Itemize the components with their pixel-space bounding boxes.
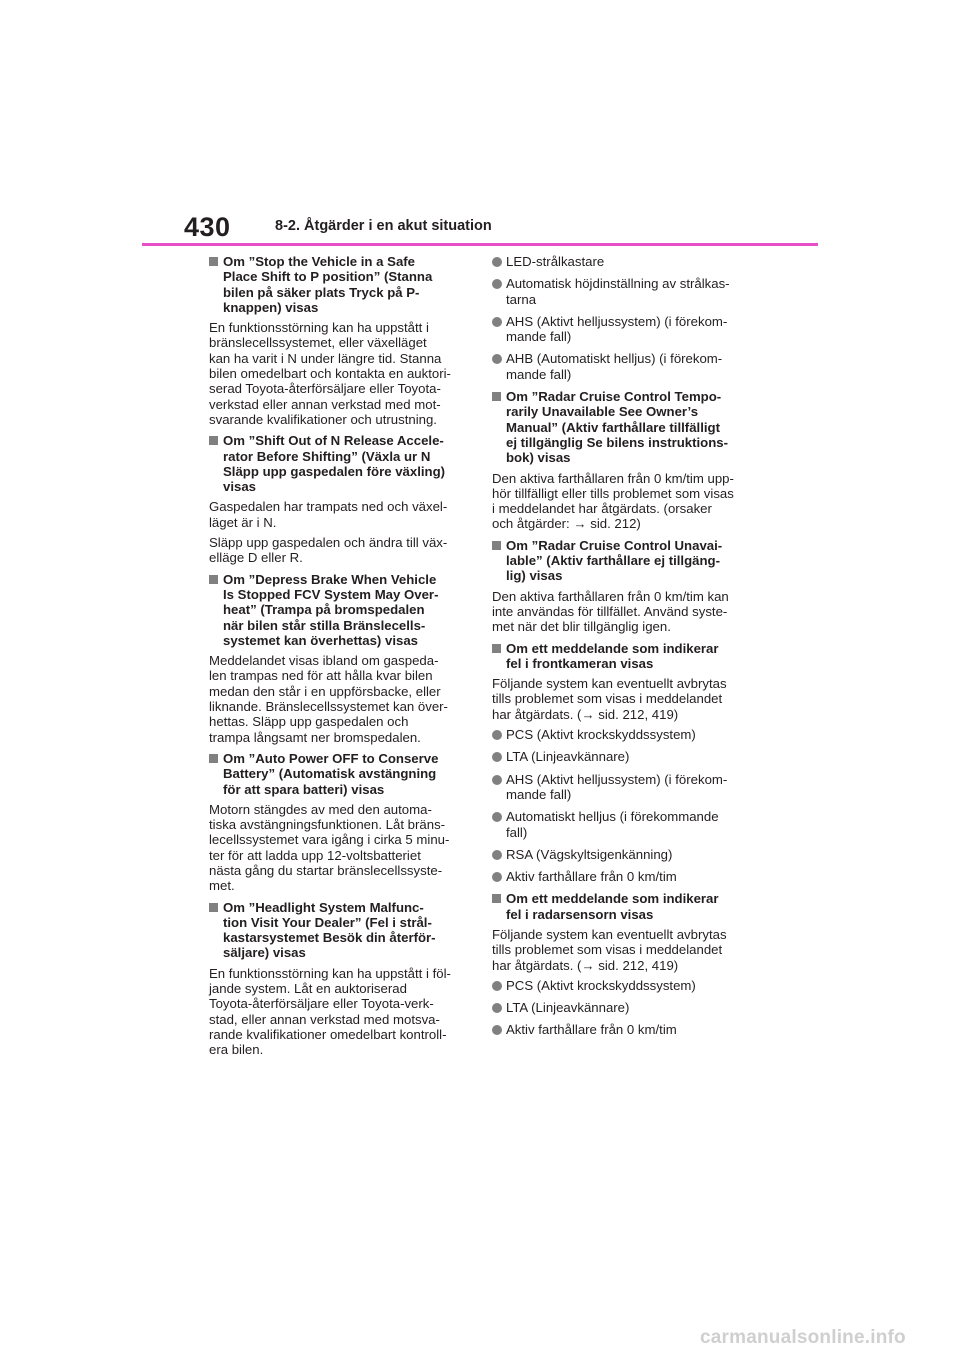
text-line: fel i radarsensorn visas (506, 906, 654, 922)
text-line: Om ”Stop the Vehicle in a Safe (223, 254, 416, 269)
list-item (492, 847, 749, 862)
square-bullet-icon (209, 754, 218, 763)
text-line: har åtgärdats. (→ sid. 212, 419) (492, 706, 679, 722)
text-line: ej tillgänglig Se bilens instruktions- (506, 434, 729, 450)
text-line: era bilen. (209, 1042, 264, 1058)
text-line: i meddelandet har åtgärdats. (orsaker (492, 501, 712, 517)
paragraph (209, 499, 466, 530)
list-item (492, 314, 749, 345)
text-line: nästa gång du startar bränslecellssyste- (209, 862, 443, 878)
list-item (492, 772, 749, 803)
section-heading (492, 389, 749, 465)
list-item (492, 749, 749, 764)
text-line: LTA (Linjeavkännare) (506, 749, 630, 765)
text-line: ter för att ladda upp 12-voltsbatteriet (209, 847, 421, 863)
paragraph (492, 676, 749, 722)
text-line: läget är i N. (209, 514, 277, 530)
section-heading (492, 641, 749, 672)
square-bullet-icon (209, 575, 218, 584)
text-line: trampa långsamt ner bromspedalen. (209, 729, 421, 745)
text-line: liknande. Bränslecellssystemet kan över- (209, 699, 448, 715)
text-line: len trampas ned för att hålla kvar bilen (209, 668, 433, 684)
text-line: hettas. Släpp upp gaspedalen och (209, 714, 409, 730)
text-line: LED-strålkastare (506, 254, 605, 269)
text-line: bilen omedelbart och kontakta en auktori- (209, 366, 451, 382)
text-line: PCS (Aktivt krockskyddssystem) (506, 727, 696, 743)
text-line: heat” (Trampa på bromspedalen (223, 602, 425, 618)
round-bullet-icon (492, 1025, 502, 1035)
right-column (492, 254, 749, 1045)
text-line: bränslecellssystemet, eller växelläget (209, 335, 427, 351)
text-line: Manual” (Aktiv farthållare tillfälligt (506, 419, 720, 435)
text-line: Följande system kan eventuellt avbrytas (492, 676, 727, 692)
text-line: säljare) visas (223, 945, 306, 961)
paragraph (492, 589, 749, 635)
text-line: Aktiv farthållare från 0 km/tim (506, 1022, 677, 1038)
text-line: bilen på säker plats Tryck på P- (223, 284, 420, 300)
round-bullet-icon (492, 752, 502, 762)
section-heading (492, 538, 749, 584)
watermark: carmanualsonline.info (700, 1327, 906, 1348)
list-item (492, 1000, 749, 1015)
text-line: rator Before Shifting” (Växla ur N (223, 448, 431, 464)
text-line: tarna (506, 291, 537, 307)
text-line: jande system. Låt en auktoriserad (209, 981, 407, 997)
text-line: fel i frontkameran visas (506, 655, 654, 671)
text-line: inte användas för tillfället. Använd syste- (492, 603, 728, 619)
text-line: AHB (Automatiskt helljus) (i förekom- (506, 351, 723, 367)
text-line: Battery” (Automatisk avstängning (223, 766, 437, 782)
text-line: En funktionsstörning kan ha uppstått i (209, 320, 429, 336)
header-rule (142, 243, 818, 246)
text-line: kastarsystemet Besök din återför- (223, 930, 436, 946)
list-item (492, 254, 749, 269)
round-bullet-icon (492, 981, 502, 991)
square-bullet-icon (492, 894, 501, 903)
list-item (492, 809, 749, 840)
paragraph (209, 320, 466, 427)
round-bullet-icon (492, 279, 502, 289)
text-line: Gaspedalen har trampats ned och växel- (209, 499, 448, 515)
list-item (492, 978, 749, 993)
text-line: met när det blir tillgänglig igen. (492, 619, 671, 635)
section-heading (209, 900, 466, 961)
text-line: mande fall) (506, 329, 572, 345)
text-line: verkstad eller annan verkstad med mot- (209, 396, 441, 412)
text-line: svarande kvalifikationer och utrustning. (209, 411, 437, 427)
paragraph (209, 653, 466, 745)
text-line: Släpp upp gaspedalen före växling) (223, 463, 446, 479)
text-line: Om ”Headlight System Malfunc- (223, 899, 424, 915)
text-line: Automatisk höjdinställning av strålkas- (506, 276, 730, 292)
paragraph (492, 471, 749, 532)
list-item (492, 351, 749, 382)
list-item (492, 869, 749, 884)
text-line: PCS (Aktivt krockskyddssystem) (506, 977, 696, 993)
section-heading (209, 572, 466, 648)
round-bullet-icon (492, 812, 502, 822)
text-line: lable” (Aktiv farthållare ej tillgäng- (506, 553, 720, 569)
round-bullet-icon (492, 317, 502, 327)
text-line: tiska avstängningsfunktionen. Låt bräns- (209, 817, 446, 833)
paragraph (209, 802, 466, 894)
text-line: AHS (Aktivt helljussystem) (i förekom- (506, 771, 728, 787)
text-line: medan den står i en uppförsbacke, eller (209, 683, 441, 699)
text-line: Is Stopped FCV System May Over- (223, 586, 439, 602)
section-heading (492, 891, 749, 922)
section-heading (209, 751, 466, 797)
text-line: knappen) visas (223, 299, 319, 315)
section-title: 8-2. Åtgärder i en akut situation (275, 218, 492, 234)
text-line: Om ”Radar Cruise Control Unavai- (506, 537, 723, 553)
text-line: RSA (Vägskyltsigenkänning) (506, 846, 673, 862)
text-line: hör tillfälligt eller tills problemet som visas (492, 485, 734, 501)
text-line: stad, eller annan verkstad med motsva- (209, 1011, 440, 1027)
text-line: fall) (506, 824, 528, 840)
text-line: Om ett meddelande som indikerar (506, 891, 719, 907)
text-line: och åtgärder: → sid. 212) (492, 516, 641, 532)
text-line: lecellssystemet vara igång i cirka 5 minu- (209, 832, 450, 848)
text-line: för att spara batteri) visas (223, 781, 385, 797)
text-line: En funktionsstörning kan ha uppstått i föl- (209, 965, 451, 981)
text-line: LTA (Linjeavkännare) (506, 1000, 630, 1016)
text-line: tion Visit Your Dealer” (Fel i strål- (223, 914, 432, 930)
text-line: Om ett meddelande som indikerar (506, 640, 719, 656)
text-line: visas (223, 479, 257, 495)
text-line: mande fall) (506, 786, 572, 802)
text-line: serad Toyota-återförsäljare eller Toyota- (209, 381, 441, 397)
square-bullet-icon (492, 392, 501, 401)
round-bullet-icon (492, 730, 502, 740)
text-line: Aktiv farthållare från 0 km/tim (506, 869, 677, 885)
list-item (492, 1022, 749, 1037)
square-bullet-icon (209, 257, 218, 266)
text-line: har åtgärdats. (→ sid. 212, 419) (492, 957, 679, 973)
square-bullet-icon (209, 903, 218, 912)
page-number: 430 (184, 212, 231, 242)
square-bullet-icon (209, 436, 218, 445)
paragraph (209, 966, 466, 1058)
paragraph (209, 535, 466, 566)
text-line: lig) visas (506, 568, 563, 584)
text-line: mande fall) (506, 366, 572, 382)
text-line: Om ”Depress Brake When Vehicle (223, 571, 437, 587)
text-line: Place Shift to P position” (Stanna (223, 269, 433, 285)
list-item (492, 276, 749, 307)
round-bullet-icon (492, 354, 502, 364)
section-heading (209, 433, 466, 494)
text-line: AHS (Aktivt helljussystem) (i förekom- (506, 313, 728, 329)
text-line: Om ”Radar Cruise Control Tempo- (506, 389, 722, 405)
section-heading (209, 254, 466, 315)
text-line: elläge D eller R. (209, 550, 303, 566)
text-line: met. (209, 878, 235, 894)
text-line: systemet kan överhettas) visas (223, 632, 418, 648)
round-bullet-icon (492, 850, 502, 860)
text-line: Om ”Auto Power OFF to Conserve (223, 750, 439, 766)
text-line: Toyota-återförsäljare eller Toyota-verk- (209, 996, 434, 1012)
text-line: rarily Unavailable See Owner’s (506, 404, 699, 420)
round-bullet-icon (492, 257, 502, 267)
square-bullet-icon (492, 541, 501, 550)
text-line: Om ”Shift Out of N Release Accele- (223, 433, 444, 449)
text-line: Den aktiva farthållaren från 0 km/tim upp- (492, 470, 734, 486)
list-item (492, 727, 749, 742)
text-line: Automatiskt helljus (i förekommande (506, 809, 719, 825)
square-bullet-icon (492, 644, 501, 653)
text-line: Den aktiva farthållaren från 0 km/tim kan (492, 588, 729, 604)
round-bullet-icon (492, 872, 502, 882)
text-line: Motorn stängdes av med den automa- (209, 801, 432, 817)
text-line: när bilen står stilla Bränslecells- (223, 617, 426, 633)
text-line: tills problemet som visas i meddelandet (492, 942, 723, 958)
text-line: tills problemet som visas i meddelandet (492, 691, 723, 707)
text-line: Släpp upp gaspedalen och ändra till väx- (209, 535, 448, 551)
text-line: rande kvalifikationer omedelbart kontroll- (209, 1026, 447, 1042)
text-line: Följande system kan eventuellt avbrytas (492, 926, 727, 942)
left-column (209, 254, 466, 1063)
text-line: kan ha varit i N under längre tid. Stanna (209, 350, 442, 366)
round-bullet-icon (492, 775, 502, 785)
text-line: bok) visas (506, 450, 571, 466)
paragraph (492, 927, 749, 973)
text-line: Meddelandet visas ibland om gaspeda- (209, 653, 439, 669)
round-bullet-icon (492, 1003, 502, 1013)
